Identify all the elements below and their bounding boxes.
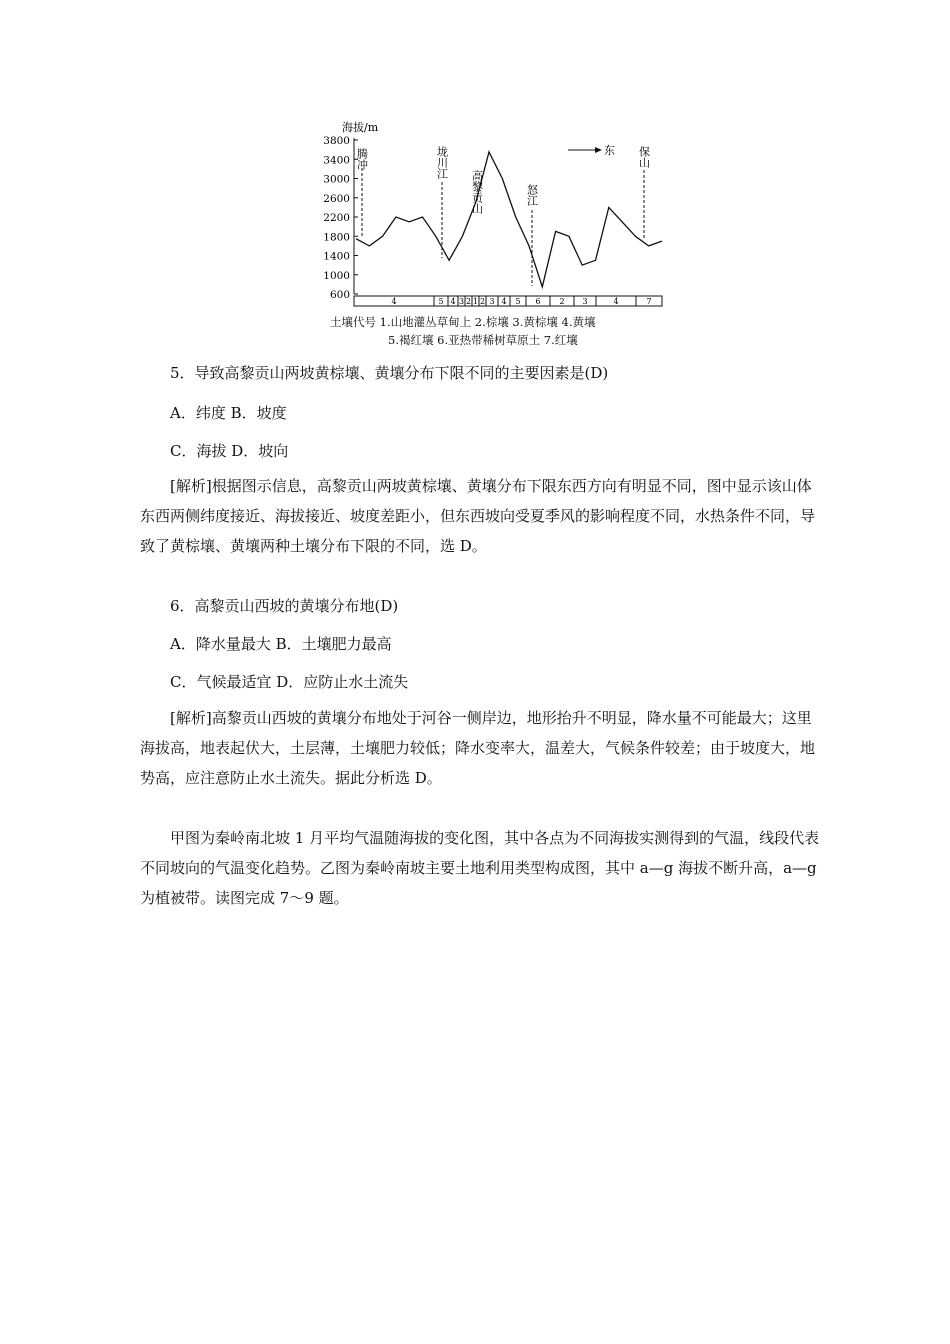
y-tick-label: 3000: [323, 173, 350, 186]
analysis-6-text: [解析]高黎贡山西坡的黄壤分布地处于河谷一侧岸边，地形抬升不明显，降水量不可能最大；这里海拔高，地表起伏大，土层薄，土壤肥力较低；降水变率大，温差大，气候条件较差；由于坡度大，地势高，应注意防止水土流失。据此分析选 D。: [140, 709, 816, 787]
soil-code: 4: [450, 297, 456, 306]
y-axis-ticks: [323, 135, 358, 301]
soil-code: 2: [465, 297, 472, 306]
soil-code: 3: [582, 297, 588, 306]
elevation-profile-line: [356, 152, 662, 287]
question-5-options-1: A．纬度 B．坡度: [170, 404, 287, 422]
question-5-stem: 5．导致高黎贡山两坡黄棕壤、黄壤分布下限不同的主要因素是(D): [170, 364, 609, 382]
soil-code: 2: [559, 297, 565, 306]
y-tick-label: 600: [329, 289, 350, 301]
soil-code: 2: [479, 297, 486, 306]
direction-label: 东: [604, 144, 615, 157]
soil-strip-cells: [391, 296, 651, 306]
soil-code: 3: [489, 297, 495, 306]
legend-line-1: 土壤代号 1.山地灌丛草甸上 2.棕壤 3.黄棕壤 4.黄壤: [330, 315, 596, 329]
soil-code: 7: [646, 297, 652, 306]
analysis-5-text: [解析]根据图示信息，高黎贡山两坡黄棕壤、黄壤分布下限东西方向有明显不同，图中显示该山体东西两侧纬度接近、海拔接近、坡度差距小，但东西坡向受夏季风的影响程度不同，水热条件不同，导致了黄棕壤、黄壤两种土壤分布下限的不同，选 D。: [140, 477, 816, 555]
place-nujiang: 怒江: [525, 184, 539, 206]
y-tick-label: 3400: [323, 154, 350, 167]
soil-code: 5: [515, 297, 521, 306]
soil-code: 1: [472, 297, 479, 306]
question-6-options-2: C．气候最适宜 D．应防止水土流失: [170, 673, 409, 691]
y-axis-label: 海拔/m: [342, 121, 379, 134]
soil-code: 4: [613, 297, 619, 306]
place-tengchong: 腾冲: [355, 148, 369, 170]
profile-chart: [320, 118, 670, 318]
question-6-analysis: [140, 703, 820, 793]
question-5: [140, 358, 820, 388]
y-tick-label: 2200: [323, 212, 350, 224]
question-6: [140, 591, 820, 621]
intro-text: 甲图为秦岭南北坡 1 月平均气温随海拔的变化图，其中各点为不同海拔实测得到的气温，线段代表不同坡向的气温变化趋势。乙图为秦岭南坡主要土地利用类型构成图，其中 a—g 海拔不断升高，a—g 为植被带。读图完成 7～9 题。: [140, 829, 820, 907]
arrow-head-icon: [595, 147, 602, 153]
question-6-stem: 6．高黎贡山西坡的黄壤分布地(D): [170, 597, 399, 615]
place-gaoligongshan: 高黎贡山: [470, 170, 484, 214]
legend-line-2: 5.褐红壤 6.亚热带稀树草原土 7.红壤: [388, 333, 578, 347]
y-tick-label: 2600: [323, 192, 350, 205]
y-tick-label: 1400: [323, 250, 350, 263]
place-longchuanjiang: 垅川江: [435, 146, 449, 179]
question-5-options-2: C．海拔 D．坡向: [170, 442, 289, 460]
intro-paragraph: [140, 823, 820, 913]
soil-code: 6: [535, 297, 541, 306]
soil-code: 4: [391, 297, 397, 306]
soil-code: 5: [438, 297, 444, 306]
question-6-options-1: A．降水量最大 B．土壤肥力最高: [170, 635, 392, 653]
elevation-profile-figure: [320, 118, 670, 350]
place-baoshan: 保山: [637, 146, 651, 168]
y-tick-label: 3800: [323, 135, 350, 147]
y-tick-label: 1800: [323, 231, 350, 244]
soil-code: 3: [458, 297, 465, 306]
y-tick-label: 1000: [323, 269, 350, 282]
question-5-analysis: [140, 471, 820, 561]
soil-code: 4: [501, 297, 507, 306]
